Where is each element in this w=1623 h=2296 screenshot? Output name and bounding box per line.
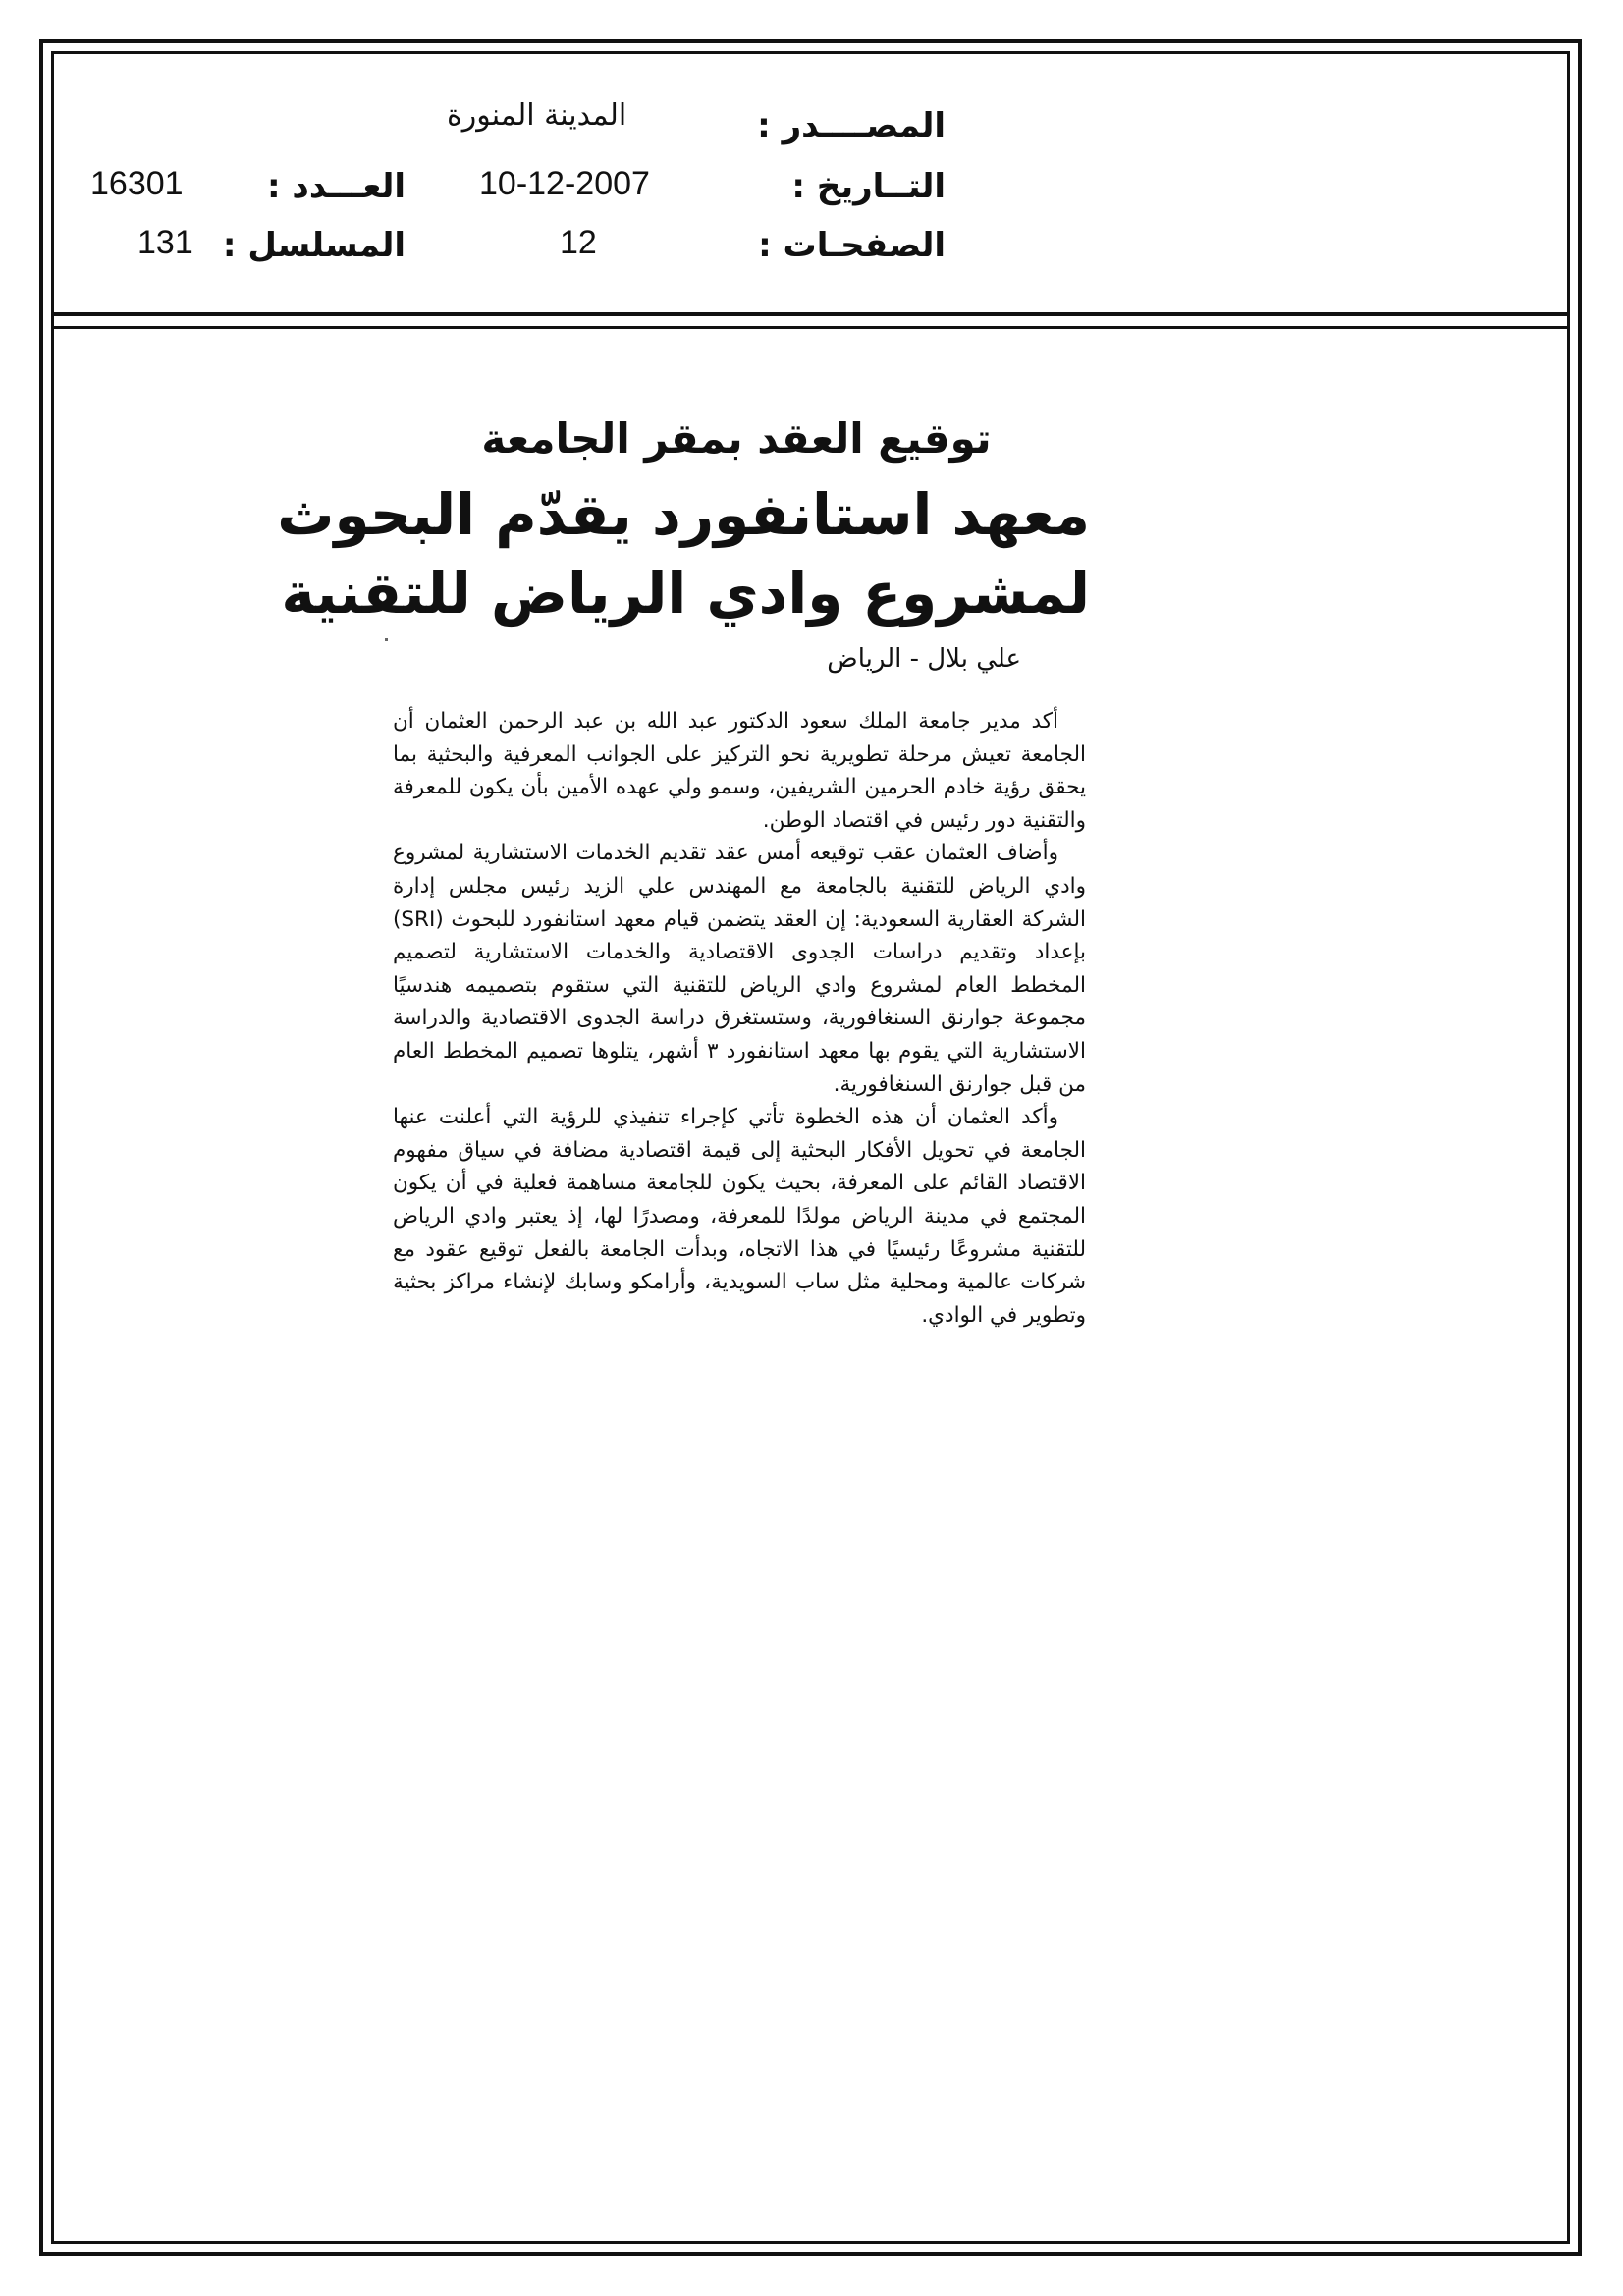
pages-value: 12 <box>560 224 597 261</box>
issue-label: العـــدد : <box>267 167 406 206</box>
scan-speck <box>385 638 388 641</box>
header-divider-inner <box>51 326 1570 329</box>
serial-label: المسلسل : <box>222 226 406 265</box>
article-body <box>393 705 1086 1332</box>
article-title-line-2: لمشروع وادي الرياض للتقنية <box>281 560 1090 627</box>
pages-label: الصفحـات : <box>758 226 946 265</box>
serial-value: 131 <box>137 224 193 261</box>
article-byline: علي بلال - الرياض <box>827 644 1021 674</box>
article-title-line-1: معهد استانفورد يقدّم البحوث <box>277 481 1090 548</box>
source-value: المدينة المنورة <box>447 98 627 133</box>
article-paragraph-3: وأكد العثمان أن هذه الخطوة تأتي كإجراء تنفيذي للرؤية التي أعلنت عنها الجامعة في تحويل الأفكار البحثية إلى قيمة اقتصادية مضافة في سياق مفهوم الاقتصاد القائم على المعرفة، بحيث يكون للجامعة مساهمة فعلية في أن يكون المجتمع في مدينة الرياض مولدًا للمعرفة، ومصدرًا لها، إذ يعتبر وادي الرياض للتقنية مشروعًا رئيسيًا في هذا الاتجاه، وبدأت الجامعة بالفعل توقيع عقود مع شركات عالمية ومحلية مثل ساب السويدية، وأرامكو وسابك لإنشاء مراكز بحثية وتطوير في الوادي. <box>393 1105 1086 1328</box>
header-divider <box>51 312 1570 316</box>
issue-value: 16301 <box>90 165 184 202</box>
date-label: التــاريخ : <box>791 167 946 206</box>
source-label: المصــــدر : <box>757 106 946 145</box>
article-kicker: توقيع العقد بمقر الجامعة <box>481 414 992 463</box>
article-paragraph-2: وأضاف العثمان عقب توقيعه أمس عقد تقديم الخدمات الاستشارية لمشروع وادي الرياض للتقنية بالجامعة مع المهندس علي الزيد رئيس مجلس إدارة الشركة العقارية السعودية: إن العقد يتضمن قيام معهد استانفورد للبحوث (SRI) بإعداد وتقديم دراسات الجدوى الاقتصادية والخدمات الاستشارية لتصميم المخطط العام لمشروع وادي الرياض للتقنية التي ستقوم بتصميمه هندسيًا مجموعة جوارنق السنغافورية، وستستغرق دراسة الجدوى الاقتصادية والدراسة الاستشارية التي يقوم بها معهد استانفورد ٣ أشهر، يتلوها تصميم المخطط العام من قبل جوارنق السنغافورية. <box>393 841 1086 1097</box>
date-value: 10-12-2007 <box>479 165 650 202</box>
article-paragraph-1: أكد مدير جامعة الملك سعود الدكتور عبد الله بن عبد الرحمن العثمان أن الجامعة تعيش مرحلة تطويرية نحو التركيز على الجوانب المعرفية والبحثية بما يحقق رؤية خادم الحرمين الشريفين، وسمو ولي عهده الأمين بأن يكون للمعرفة والتقنية دور رئيس في اقتصاد الوطن. <box>393 709 1086 833</box>
